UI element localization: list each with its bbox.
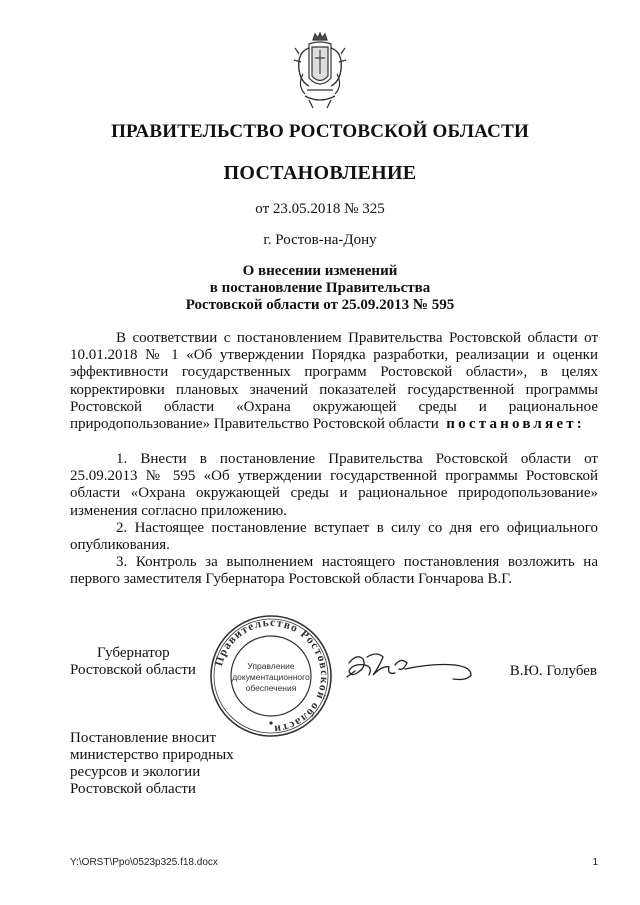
resolution-items — [70, 451, 598, 589]
resolves-word: постановляет: — [446, 416, 585, 433]
stamp-center-line-3: обеспечения — [245, 683, 297, 693]
signatory-title — [70, 645, 210, 679]
document-type: ПОСТАНОВЛЕНИЕ — [223, 162, 417, 184]
resolution-item-2: 2. Настоящее постановление вступает в силу со дня его официального опубликования. — [70, 519, 598, 554]
footer-file-path: Y:\ORST\Ppo\0523p325.f18.docx — [70, 857, 218, 868]
coat-of-arms-icon — [291, 30, 349, 112]
introduced-by-line-2: министерство природных — [70, 747, 234, 763]
handwritten-signature — [343, 645, 478, 690]
official-stamp — [208, 613, 334, 739]
document-city: г. Ростов-на-Дону — [263, 232, 377, 248]
signatory-title-line-2: Ростовской области — [70, 662, 196, 678]
signatory-name: В.Ю. Голубев — [509, 663, 597, 679]
stamp-center-line-2: документационного — [232, 672, 310, 682]
footer-page-number: 1 — [592, 857, 598, 868]
stamp-ring-text: Правительство Ростовской области — [212, 616, 331, 736]
signatory-title-line-1: Губернатор — [97, 645, 170, 661]
resolution-item-3: 3. Контроль за выполнением настоящего постановления возложить на первого заместителя Губернатора Ростовской области Гончарова В.Г. — [70, 554, 598, 588]
document-date-number: от 23.05.2018 № 325 — [255, 201, 385, 217]
introduced-by-line-4: Ростовской области — [70, 781, 196, 797]
subject-line-2: в постановление Правительства — [209, 280, 431, 296]
introduced-by-line-1: Постановление вносит — [70, 730, 217, 746]
stamp-center-line-1: Управление — [247, 661, 295, 671]
subject-line-3: Ростовской области от 25.09.2013 № 595 — [185, 297, 455, 313]
introduced-by-line-3: ресурсов и экологии — [70, 764, 201, 780]
government-title: ПРАВИТЕЛЬСТВО РОСТОВСКОЙ ОБЛАСТИ — [111, 121, 529, 142]
resolution-item-1: 1. Внести в постановление Правительства Ростовской области от 25.09.2013 № 595 «Об утверждении государственной программы Ростовской области «Охрана окружающей среды и рациональное природопользование» изменения согласно приложению. — [70, 451, 598, 519]
subject-line-1: О внесении изменений — [242, 263, 398, 279]
introduced-by-block — [70, 730, 270, 798]
preamble-text: В соответствии с постановлением Правительства Ростовской области от 10.01.2018 № 1 «Об утверждении Порядка разработки, реализации и оценки эффективности государственных программ Ростовской области», в целях корректировки плановых значений показателей государственной программы Ростовской области «Охрана окружающей среды и рациональное природопользование» Правительство Ростовской области — [70, 330, 598, 433]
preamble-paragraph — [70, 330, 598, 433]
